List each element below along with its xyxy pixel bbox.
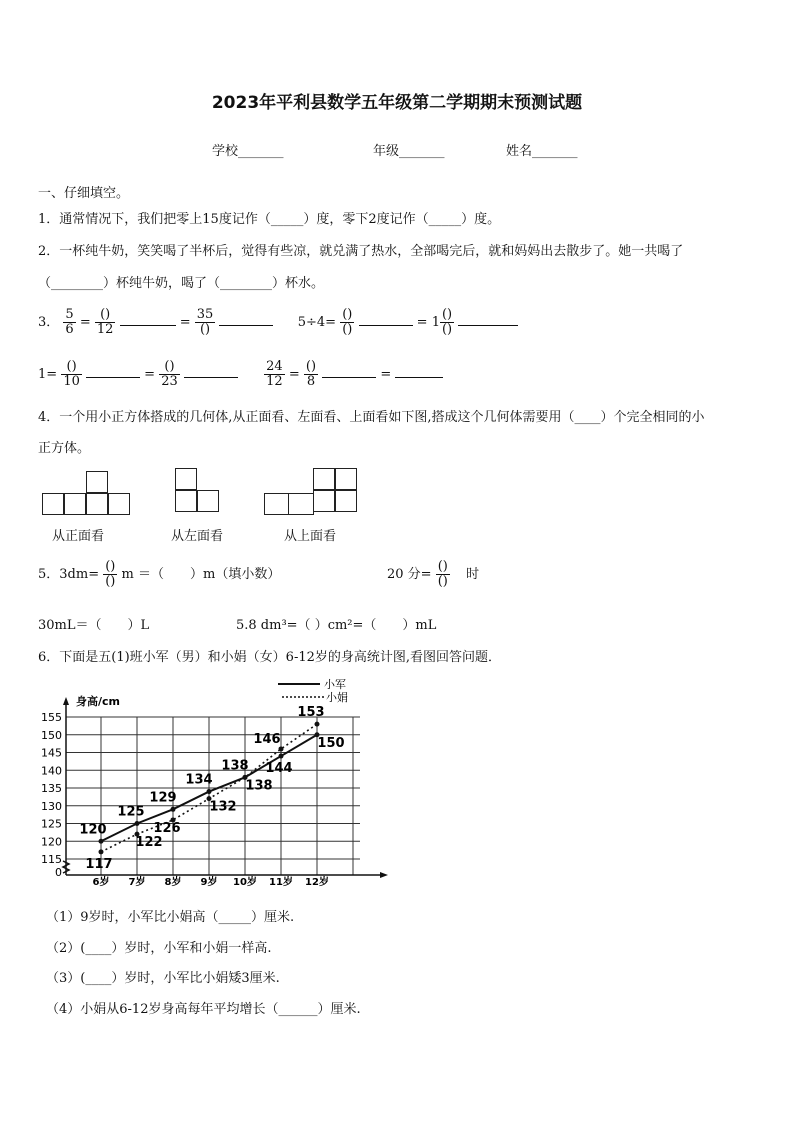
data-point: [315, 722, 320, 727]
fraction: $\frac{()}{12}$: [96, 307, 114, 337]
front-view-caption: 从正面看: [52, 529, 105, 544]
x-axis-arrow: [380, 872, 388, 878]
y-tick-label: 130: [41, 799, 62, 813]
data-label: 129: [149, 790, 177, 806]
data-point: [135, 821, 140, 826]
data-label: 144: [265, 761, 293, 777]
y-tick-label: 140: [41, 764, 62, 778]
data-label: 120: [79, 822, 107, 838]
question-6-2: （2）(____）岁时，小军和小娟一样高.: [46, 941, 272, 956]
fraction: $\frac{()}{()}$: [441, 307, 453, 337]
data-point: [207, 789, 212, 794]
x-tick-label: 7岁: [128, 877, 146, 888]
x-tick-label: 10岁: [233, 877, 257, 888]
y-tick-label: 150: [41, 728, 62, 742]
fraction: $\frac{()}{10}$: [63, 359, 80, 389]
fraction: $\frac{()}{23}$: [161, 359, 178, 389]
data-point: [99, 849, 104, 854]
fraction: $\frac{()}{()}$: [342, 307, 353, 337]
school-field[interactable]: 学校_______: [212, 144, 284, 159]
x-tick-label: 12岁: [305, 877, 329, 888]
legend-label: 小军: [324, 678, 346, 691]
legend-label: 小娟: [326, 691, 348, 704]
x-tick-label: 9岁: [200, 877, 218, 888]
grade-field[interactable]: 年级_______: [373, 144, 445, 159]
y-axis-title: 身高/cm: [76, 695, 120, 708]
data-label: 150: [317, 735, 345, 751]
fraction: $\frac{5}{6}$: [65, 307, 74, 337]
question-2-line2: （________）杯纯牛奶，喝了（________）杯水。: [38, 276, 325, 291]
y-tick-label: 0: [55, 866, 62, 879]
question-3-row2: 1= $\frac{()}{10}$ = $\frac{()}{23}$ $\frac{24}{12}$ = $\frac{()}{8}$ =: [38, 360, 443, 389]
fraction: $\frac{35}{()}$: [196, 307, 214, 337]
left-view-caption: 从左面看: [171, 529, 224, 544]
question-4-line1: 4．一个用小正方体搭成的几何体,从正面看、左面看、上面看如下图,搭成这个几何体需要用（____）个完全相同的小: [38, 410, 705, 425]
data-label: 138: [221, 758, 249, 774]
section-heading: 一、仔细填空。: [38, 186, 130, 201]
data-label: 117: [85, 856, 113, 872]
y-tick-label: 145: [41, 746, 62, 760]
data-label: 138: [245, 778, 273, 794]
y-tick-label: 120: [41, 835, 62, 849]
y-tick-label: 155: [41, 711, 62, 724]
data-label: 153: [297, 705, 325, 721]
question-5-row1b: 20 分= $\frac{()}{()}$ 时: [387, 559, 480, 589]
name-field[interactable]: 姓名_______: [506, 144, 578, 159]
data-label: 146: [253, 731, 281, 747]
data-point: [171, 807, 176, 812]
data-point: [279, 746, 284, 751]
data-label: 125: [117, 804, 145, 820]
question-6-intro: 6．下面是五(1)班小军（男）和小娟（女）6-12岁的身高统计图,看图回答问题．: [38, 650, 502, 665]
question-3-row1: 3． $\frac{5}{6}$ = $\frac{()}{12}$ = $\frac{35}{()}$ 5÷4= $\frac{()}{()}$ = 1 $\frac{()}{()}$: [38, 308, 518, 337]
question-1: 1．通常情况下，我们把零上15度记作（_____）度，零下2度记作（_____）度。: [38, 212, 501, 227]
y-axis-arrow: [63, 697, 69, 705]
fraction: $\frac{()}{()}$: [105, 559, 116, 589]
data-point: [279, 754, 284, 759]
q3-label: 3．: [38, 315, 60, 330]
question-5-row1: 5．3dm= $\frac{()}{()}$ m ＝（ ）m（填小数）: [38, 559, 281, 589]
x-tick-label: 8岁: [164, 877, 182, 888]
x-tick-label: 6岁: [92, 877, 110, 888]
fraction: $\frac{24}{12}$: [266, 359, 283, 389]
question-5-row2a: 30mL＝（ ）L: [38, 618, 150, 633]
data-label: 126: [153, 820, 181, 836]
height-line-chart: [30, 675, 400, 890]
top-view-caption: 从上面看: [284, 529, 337, 544]
y-tick-label: 125: [41, 817, 62, 831]
y-tick-label: 135: [41, 782, 62, 795]
x-tick-label: 11岁: [269, 877, 293, 888]
data-label: 132: [209, 799, 237, 815]
question-6-3: （3）(____）岁时，小军比小娟矮3厘米.: [46, 971, 280, 986]
question-4-line2: 正方体。: [38, 441, 91, 456]
question-6-1: （1）9岁时，小军比小娟高（_____）厘米.: [46, 910, 295, 925]
fraction: $\frac{()}{()}$: [437, 559, 448, 589]
question-2-line1: 2．一杯纯牛奶，笑笑喝了半杯后，觉得有些凉，就兑满了热水，全部喝完后，就和妈妈出去散步了。她一共喝了: [38, 244, 684, 259]
fraction: $\frac{()}{8}$: [305, 359, 317, 389]
question-6-4: （4）小娟从6-12岁身高每年平均增长（______）厘米.: [46, 1002, 361, 1017]
data-point: [99, 839, 104, 844]
data-label: 122: [135, 835, 163, 851]
question-5-row2b: 5.8 dm³=（ ）cm²=（ ）mL: [236, 618, 437, 633]
data-label: 134: [185, 772, 213, 788]
page-title: 2023年平利县数学五年级第二学期期末预测试题: [211, 93, 583, 113]
y-tick-label: 115: [41, 853, 62, 866]
